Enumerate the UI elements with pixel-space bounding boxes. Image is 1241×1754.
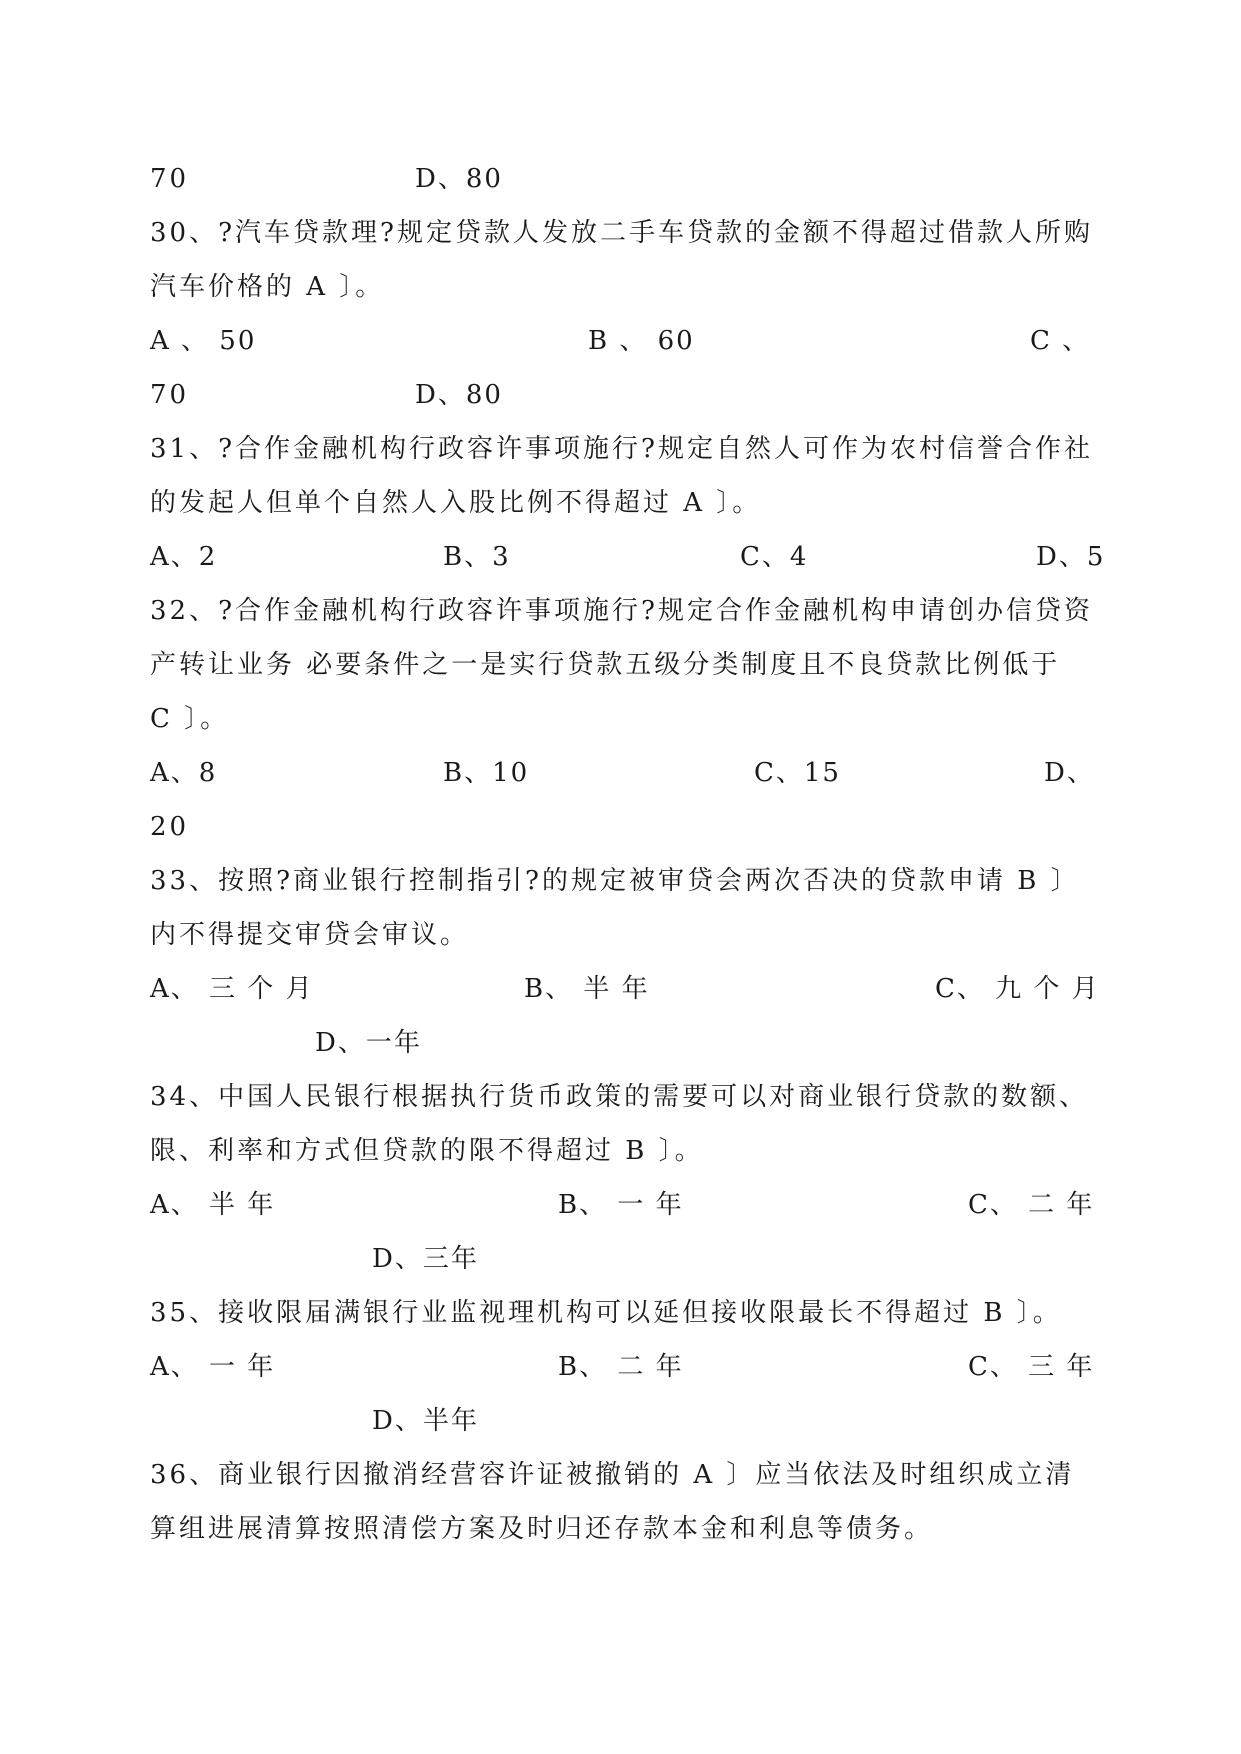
option-c: C、 九 个 月 [935,974,1100,1004]
option-d: D、半年 [372,1406,479,1436]
option-b: B、10 [443,758,530,788]
option-a: A、 半 年 [150,1190,276,1220]
question-36: 36、商业银行因撤消经营容许证被撤销的 A 〕应当依法及时组织成立清 [150,1460,1075,1490]
option-d: D、三年 [372,1244,479,1274]
option-d: D、 [1044,758,1095,788]
option-b: B、 半 年 [524,974,650,1004]
question-31: 31、?合作金融机构行政容许事项施行?规定自然人可作为农村信誉合作社 [150,434,1093,464]
option-d: D、80 [415,164,503,194]
question-34: 34、中国人民银行根据执行货币政策的需要可以对商业银行贷款的数额、 [150,1082,1089,1112]
option-d: D、5 [1036,542,1106,572]
option-d: D、一年 [315,1028,422,1058]
option-a: A、 一 年 [150,1352,276,1382]
text-line: 20 [150,812,190,842]
option-b: B、 一 年 [558,1190,684,1220]
option-c: C 、 [1030,326,1091,356]
option-a: A、8 [150,758,218,788]
question-35: 35、接收限届满银行业监视理机构可以延但接收限最长不得超过 B 〕。 [150,1298,1062,1328]
option-c: C、 二 年 [968,1190,1095,1220]
text-line: 的发起人但单个自然人入股比例不得超过 A 〕。 [150,488,762,518]
question-30: 30、?汽车贷款理?规定贷款人发放二手车贷款的金额不得超过借款人所购 [150,218,1093,248]
option-c: C、 三 年 [968,1352,1095,1382]
option-d: D、80 [415,380,503,410]
text-line: 限、利率和方式但贷款的限不得超过 B 〕。 [150,1136,704,1166]
option-b: B、3 [443,542,511,572]
text-line: 70 [150,380,190,410]
text-line: 70 [150,164,190,194]
text-line: 产转让业务 必要条件之一是实行贷款五级分类制度且不良贷款比例低于 [150,650,1061,680]
text-line: 汽车价格的 A 〕。 [150,272,385,302]
option-c: C、15 [754,758,841,788]
option-a: A、 三 个 月 [150,974,314,1004]
option-b: B 、 60 [588,326,695,356]
question-32: 32、?合作金融机构行政容许事项施行?规定合作金融机构申请创办信贷资 [150,596,1093,626]
text-line: C 〕。 [150,704,230,734]
question-33: 33、按照?商业银行控制指引?的规定被审贷会两次否决的贷款申请 B 〕 [150,866,1080,896]
option-b: B、 二 年 [558,1352,684,1382]
text-line: 内不得提交审贷会审议。 [150,920,470,950]
option-a: A 、 50 [150,326,257,356]
text-line: 算组进展清算按照清偿方案及时归还存款本金和利息等债务。 [150,1514,934,1544]
option-a: A、2 [150,542,218,572]
option-c: C、4 [740,542,809,572]
